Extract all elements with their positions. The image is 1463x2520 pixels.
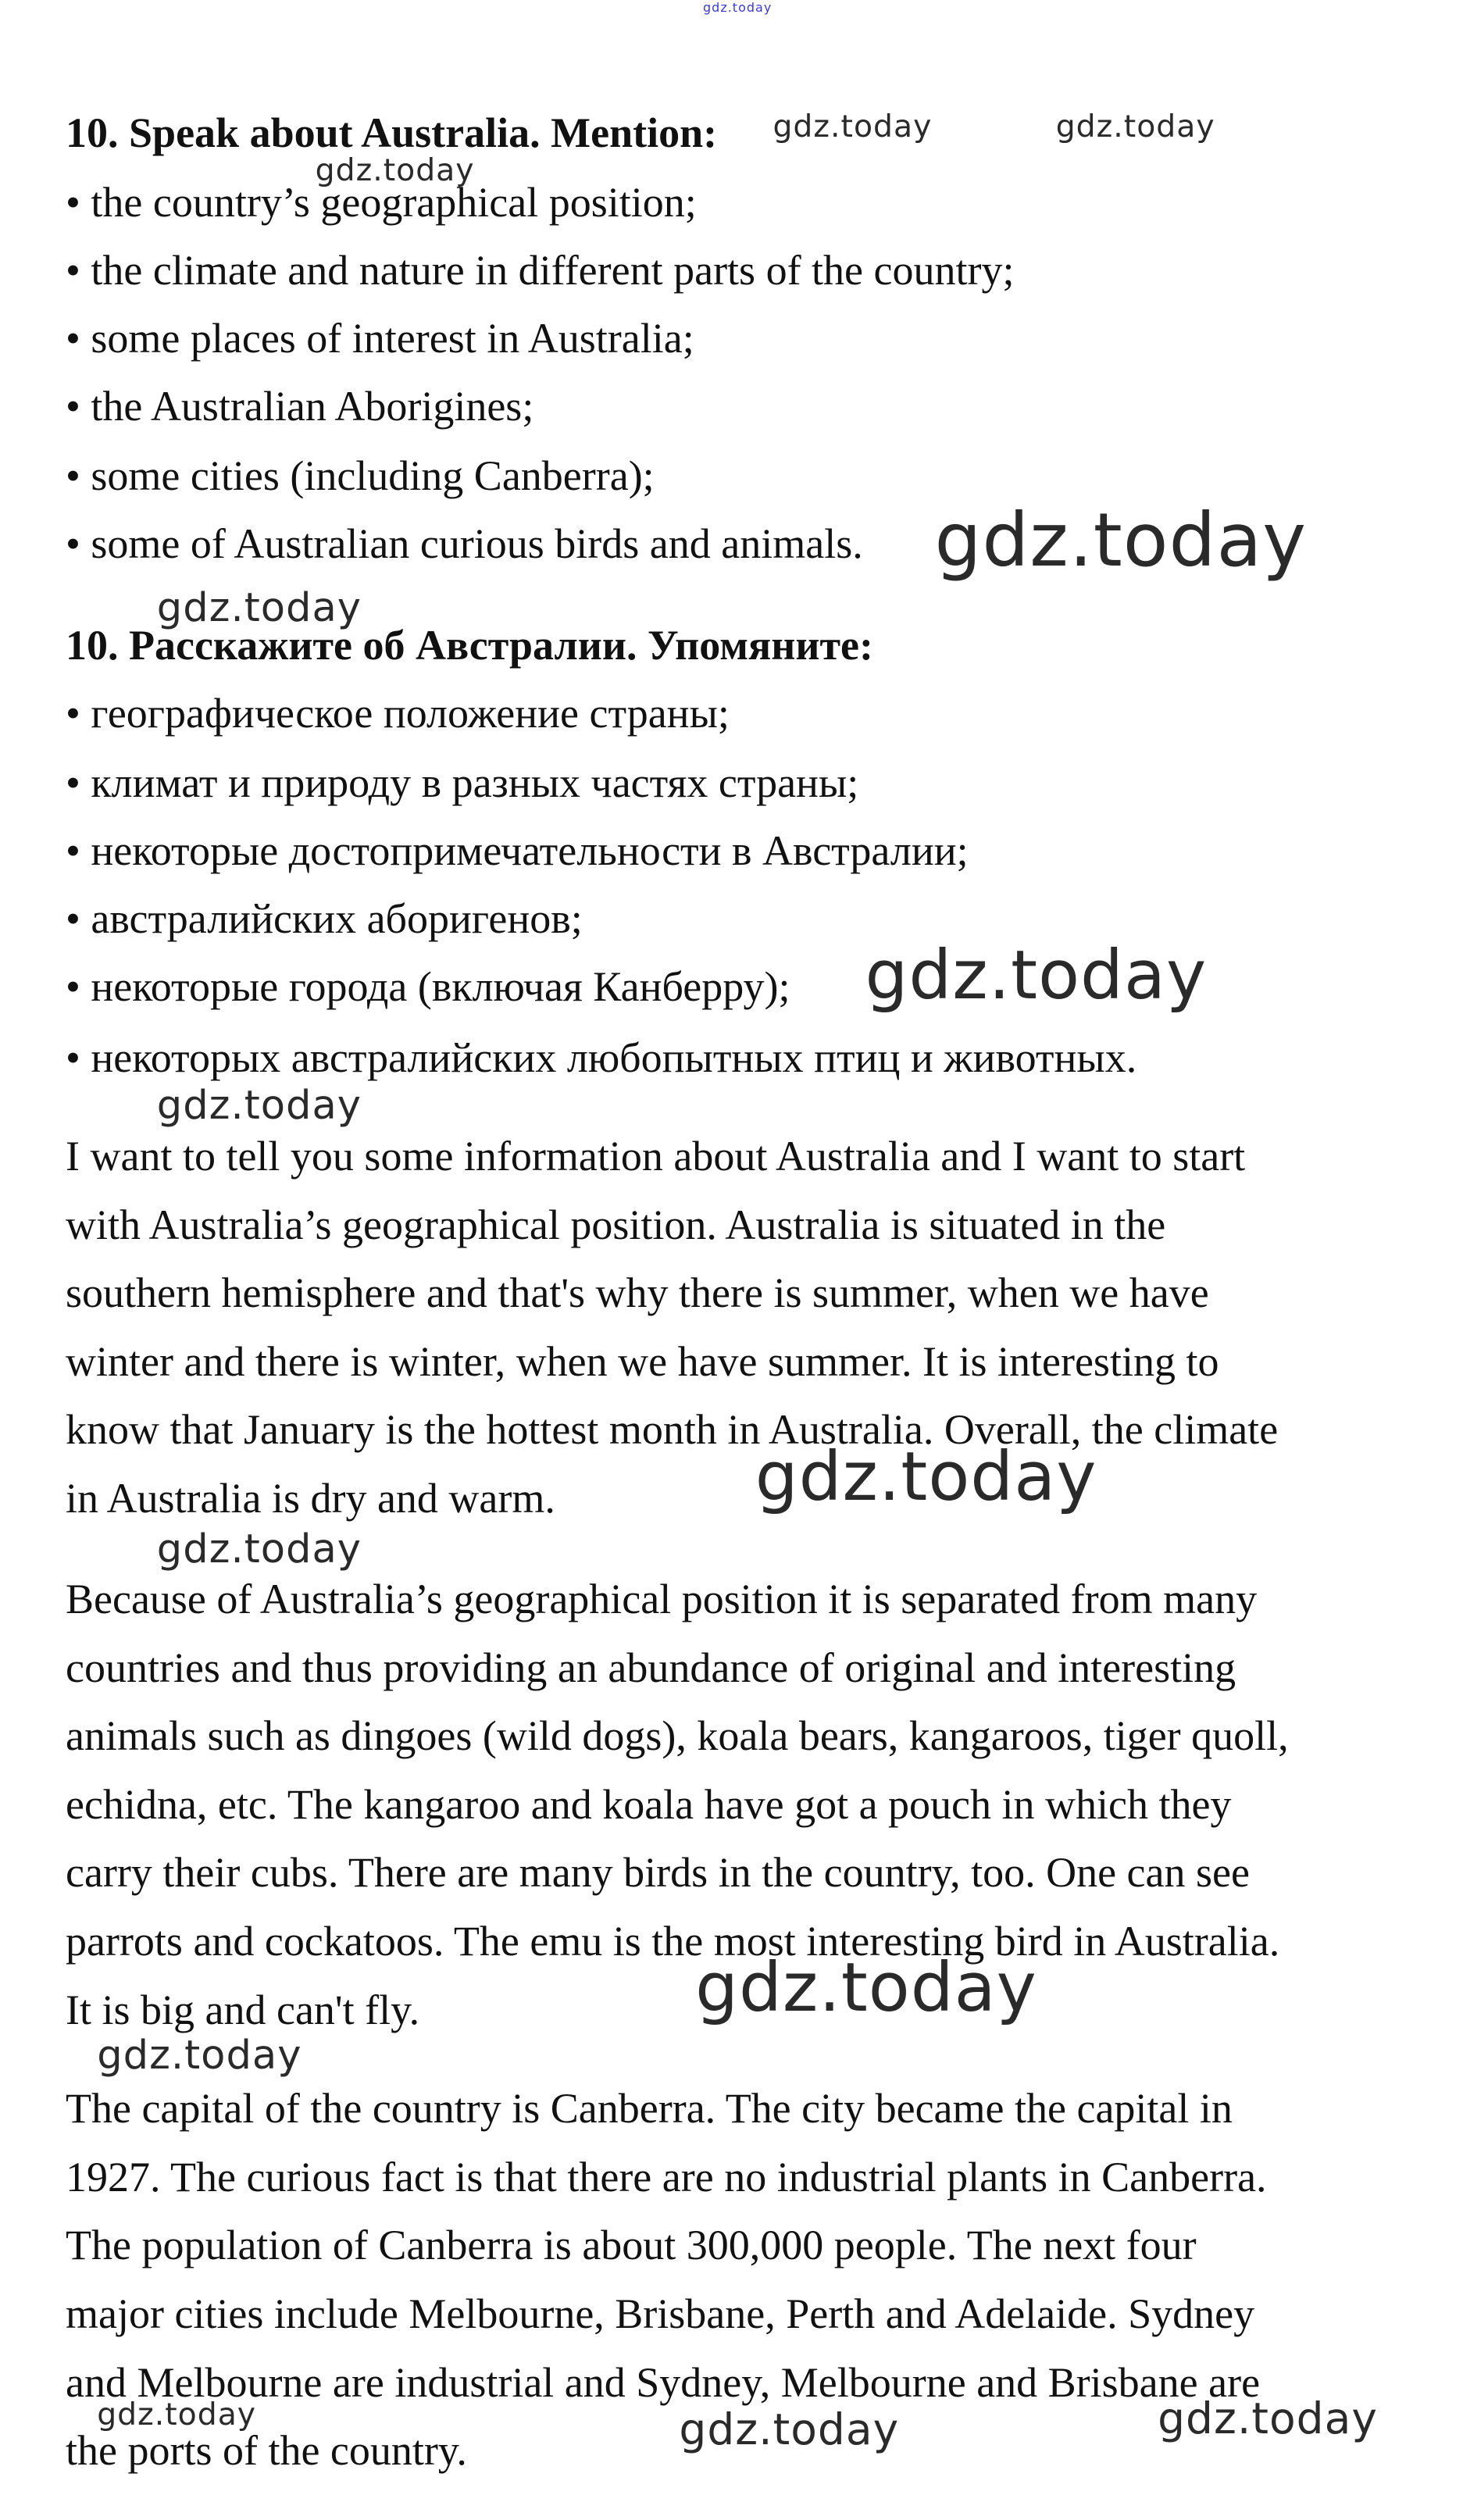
task-item-en: • some places of interest in Australia; — [66, 314, 694, 362]
watermark: gdz.today — [156, 1083, 362, 1130]
watermark: gdz.today — [97, 2396, 257, 2433]
paragraph-2-line: It is big and can't fly. — [66, 1986, 420, 2033]
paragraph-3-line: the ports of the country. — [66, 2427, 467, 2475]
watermark: gdz.today — [97, 2032, 302, 2079]
task-item-ru: • некоторых австралийских любопытных птиц и животных. — [66, 1033, 1137, 1081]
task-item-en: • some of Australian curious birds and animals. — [66, 519, 863, 567]
watermark: gdz.today — [679, 2404, 900, 2455]
task-item-ru: • австралийских аборигенов; — [66, 894, 583, 942]
watermark: gdz.today — [156, 1526, 362, 1572]
task-item-ru: • географическое положение страны; — [66, 689, 730, 737]
task-item-en: • the Australian Aborigines; — [66, 382, 534, 430]
watermark: gdz.today — [315, 152, 475, 188]
task-item-en: • the country’s geographical position; — [66, 178, 697, 226]
task-title-ru: 10. Расскажите об Австралии. Упомяните: — [66, 621, 873, 669]
paragraph-1-line: know that January is the hottest month in Australia. Overall, the climate — [66, 1406, 1279, 1454]
task-title-en: 10. Speak about Australia. Mention: — [66, 109, 718, 156]
paragraph-3-line: and Melbourne are industrial and Sydney, Melbourne and Brisbane are — [66, 2358, 1261, 2406]
watermark: gdz.today — [1158, 2393, 1378, 2443]
paragraph-2-line: parrots and cockatoos. The emu is the most interesting bird in Australia. — [66, 1918, 1280, 1965]
paragraph-1-line: southern hemisphere and that's why there is summer, when we have — [66, 1269, 1209, 1317]
task-item-en: • the climate and nature in different parts of the country; — [66, 246, 1015, 294]
paragraph-3-line: The population of Canberra is about 300,000 people. The next four — [66, 2222, 1197, 2269]
paragraph-2-line: animals such as dingoes (wild dogs), koala bears, kangaroos, tiger quoll, — [66, 1712, 1289, 1760]
watermark: gdz.today — [755, 1438, 1097, 1517]
watermark: gdz.today — [773, 108, 933, 145]
task-item-ru: • некоторые города (включая Канберру); — [66, 962, 790, 1010]
paragraph-1-line: with Australia’s geographical position. Australia is situated in the — [66, 1201, 1166, 1248]
paragraph-1-line: winter and there is winter, when we have summer. It is interesting to — [66, 1337, 1219, 1385]
paragraph-2-line: Because of Australia’s geographical position it is separated from many — [66, 1576, 1258, 1623]
task-item-ru: • климат и природу в разных частях страны; — [66, 758, 859, 806]
paragraph-1-line: in Australia is dry and warm. — [66, 1474, 555, 1522]
paragraph-3-line: major cities include Melbourne, Brisbane, Perth and Adelaide. Sydney — [66, 2290, 1255, 2337]
paragraph-2-line: carry their cubs. There are many birds in the country, too. One can see — [66, 1849, 1250, 1897]
paragraph-1-line: I want to tell you some information about Australia and I want to start — [66, 1133, 1246, 1180]
watermark: gdz.today — [1055, 108, 1215, 145]
header-watermark: gdz.today — [703, 0, 773, 15]
watermark: gdz.today — [934, 498, 1308, 584]
watermark: gdz.today — [156, 584, 362, 631]
watermark: gdz.today — [865, 937, 1208, 1015]
watermark: gdz.today — [695, 1949, 1037, 2028]
paragraph-3-line: The capital of the country is Canberra. The city became the capital in — [66, 2085, 1233, 2133]
task-item-ru: • некоторые достопримечательности в Австралии; — [66, 826, 969, 874]
paragraph-3-line: 1927. The curious fact is that there are no industrial plants in Canberra. — [66, 2153, 1267, 2201]
paragraph-2-line: echidna, etc. The kangaroo and koala have got a pouch in which they — [66, 1780, 1232, 1828]
paragraph-2-line: countries and thus providing an abundance of original and interesting — [66, 1644, 1236, 1691]
task-item-en: • some cities (including Canberra); — [66, 452, 655, 499]
